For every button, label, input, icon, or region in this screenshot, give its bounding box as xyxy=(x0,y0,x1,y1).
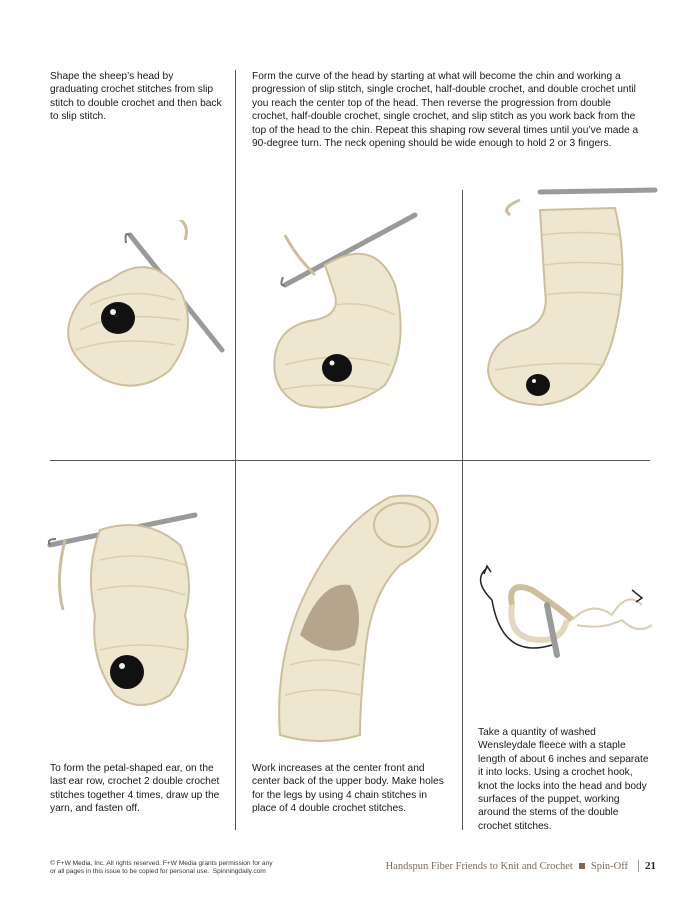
caption-step-6: Take a quantity of washed Wensleydale fleece with a staple length of about 6 inches and separate it into locks. Using a crochet hook, knot the locks into the head and body surfaces of the puppet, working around the stems of the double crochet stitches. xyxy=(478,727,649,832)
illustration-fleece-lock xyxy=(472,560,662,680)
footer-site: Spinningdaily.com xyxy=(212,868,266,876)
divider-vertical-lower-2 xyxy=(462,460,463,830)
footer-magazine: Spin-Off xyxy=(590,860,628,872)
illustration-head-start xyxy=(50,220,235,400)
copyright-line-1: © F+W Media, Inc. All rights reserved. F+W Media grants permission for any xyxy=(50,860,273,867)
illustration-ear xyxy=(45,500,230,725)
separator-square-icon xyxy=(579,863,585,869)
copyright-line-2: or all pages in this issue to be copied for personal use. xyxy=(50,868,210,876)
footer-article-title: Handspun Fiber Friends to Knit and Crochet xyxy=(385,860,573,872)
caption-step-1: Shape the sheep’s head by graduating crochet stitches from slip stitch to double crochet and then back to slip stitch. xyxy=(50,71,222,123)
divider-vertical-lower-1 xyxy=(235,460,236,830)
caption-step-2: Form the curve of the head by starting at what will become the chin and working a progression of slip stitch, single crochet, half-double crochet, and double crochet until you reach the center top of the head. Then reverse the progression from double crochet, half-double crochet, single crochet, and slip stitch as you work back from the top of the head to the chin. Repeat this shaping row several times until you’ve made a 90-degree turn. The neck opening should be wide enough to hold 2 or 3 fingers. xyxy=(252,71,639,150)
page-number: 21 xyxy=(638,860,656,872)
caption-step-4: To form the petal-shaped ear, on the last ear row, crochet 2 double crochet stitches together 4 times, draw up the yarn, and fasten off. xyxy=(50,763,220,815)
footer-copyright xyxy=(50,860,273,877)
running-footer xyxy=(386,860,656,872)
illustration-body xyxy=(260,485,450,750)
illustration-head-curve xyxy=(265,205,455,420)
divider-vertical-upper-2 xyxy=(462,190,463,460)
divider-vertical-upper-1 xyxy=(235,70,236,460)
divider-horizontal xyxy=(50,460,650,461)
illustration-neck-turn xyxy=(480,180,660,420)
caption-step-5: Work increases at the center front and center back of the upper body. Make holes for the legs by using 4 chain stitches in place of 4 double crochet stitches. xyxy=(252,763,444,815)
